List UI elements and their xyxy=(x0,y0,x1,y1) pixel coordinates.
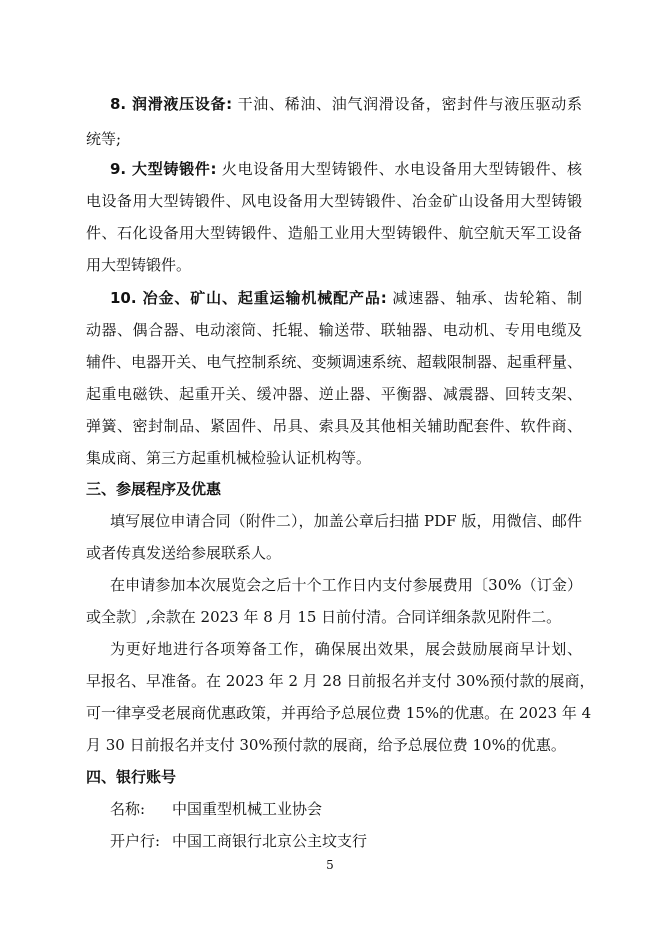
item8-line1: 8. 润滑液压设备: 干油、稀油、油气润滑设备，密封件与液压驱动系 xyxy=(110,95,582,113)
section3-p3-line4: 月 30 日前报名并支付 30%预付款的展商，给予总展位费 10%的优惠。 xyxy=(86,736,566,754)
item10-line6: 集成商、第三方起重机械检验认证机构等。 xyxy=(86,449,372,467)
item9-label: 9. 大型铸锻件: xyxy=(110,160,217,178)
item10-line5: 弹簧、密封制品、紧固件、吊具、索具及其他相关辅助配套件、软件商、 xyxy=(86,417,582,435)
bank-branch-value: 中国工商银行北京公主坟支行 xyxy=(172,832,368,850)
item8-label: 8. 润滑液压设备: xyxy=(110,95,233,113)
section3-p3-line1: 为更好地进行各项筹备工作，确保展出效果，展会鼓励展商早计划、 xyxy=(110,640,582,658)
item10-line1: 10. 冶金、矿山、起重运输机械配产品: 减速器、轴承、齿轮箱、制 xyxy=(110,289,582,307)
bank-name-value: 中国重型机械工业协会 xyxy=(172,800,323,818)
section3-p1-line1: 填写展位申请合同（附件二），加盖公章后扫描 PDF 版，用微信、邮件 xyxy=(110,512,582,530)
item10-line4: 起重电磁铁、起重开关、缓冲器、逆止器、平衡器、减震器、回转支架、 xyxy=(86,385,582,403)
item9-line2: 电设备用大型铸锻件、风电设备用大型铸锻件、冶金矿山设备用大型铸锻 xyxy=(86,192,582,210)
item9-line3: 件、石化设备用大型铸锻件、造船工业用大型铸锻件、航空航天军工设备 xyxy=(86,224,582,242)
section3-p2-line1: 在申请参加本次展览会之后十个工作日内支付参展费用〔30%（订金） xyxy=(110,576,582,594)
item10-line3: 辅件、电器开关、电气控制系统、变频调速系统、超载限制器、起重秤量、 xyxy=(86,353,582,371)
bank-name-label: 名称: xyxy=(110,800,146,818)
section3-p1-line2: 或者传真发送给参展联系人。 xyxy=(86,544,282,562)
section3-heading: 三、参展程序及优惠 xyxy=(86,480,222,498)
section3-p2-line2: 或全款〕,余款在 2023 年 8 月 15 日前付清。合同详细条款见附件二。 xyxy=(86,608,562,626)
item9-line1: 9. 大型铸锻件: 火电设备用大型铸锻件、水电设备用大型铸锻件、核 xyxy=(110,160,582,178)
item10-line2: 动器、偶合器、电动滚筒、托辊、输送带、联轴器、电动机、专用电缆及 xyxy=(86,321,582,339)
page-number: 5 xyxy=(326,858,334,872)
item8-line2: 统等; xyxy=(86,130,122,148)
section3-p3-line3: 可一律享受老展商优惠政策，并再给予总展位费 15%的优惠。在 2023 年 4 xyxy=(86,704,592,722)
bank-branch-label: 开户行: xyxy=(110,832,161,850)
section3-p3-line2: 早报名、早准备。在 2023 年 2 月 28 日前报名并支付 30%预付款的展商， xyxy=(86,672,595,690)
section4-heading: 四、银行账号 xyxy=(86,768,177,786)
item9-line4: 用大型铸锻件。 xyxy=(86,256,192,274)
item10-label: 10. 冶金、矿山、起重运输机械配产品: xyxy=(110,289,387,307)
